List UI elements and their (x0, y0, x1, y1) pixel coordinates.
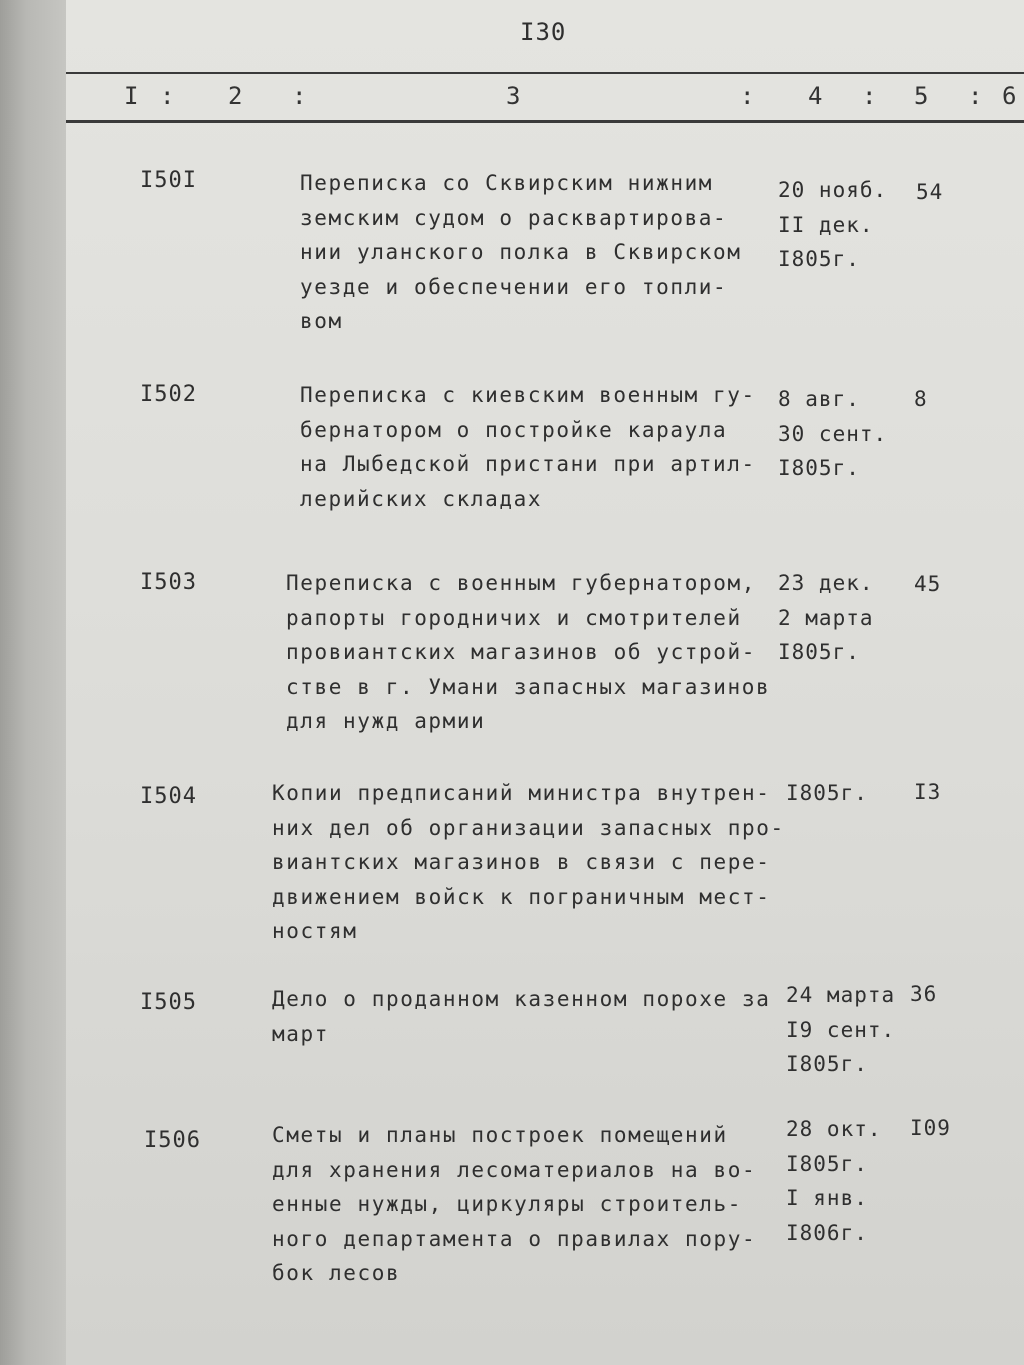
description-line: уезде и обеспечении его топли- (300, 274, 728, 299)
column-header-1: I (124, 82, 139, 110)
description-line: енные нужды, циркуляры строитель- (272, 1192, 743, 1216)
date-line: I805г. (778, 247, 860, 271)
description-line: бернатором о постройке караула (300, 417, 728, 442)
date-line: I805г. (786, 1151, 868, 1176)
description-line: земским судом о расквартирова- (300, 205, 728, 230)
description-line: ного департамента о правилах пору- (272, 1226, 757, 1251)
case-number: I504 (140, 784, 197, 809)
description-line: Дело о проданном казенном порохе за (272, 987, 771, 1011)
description-line: вом (300, 309, 343, 333)
column-header-5: 5 (914, 82, 929, 110)
date-line: 28 окт. (786, 1117, 882, 1141)
column-header-sep: : (292, 82, 307, 110)
header-bottom-rule (66, 120, 1024, 123)
case-number: I506 (144, 1128, 201, 1153)
case-number: I502 (140, 382, 197, 407)
date-line: 23 дек. (778, 571, 874, 595)
case-dates (786, 978, 895, 1082)
description-line: ностям (272, 919, 358, 943)
description-line: них дел об организации запасных про- (272, 815, 785, 840)
date-line: II дек. (778, 212, 874, 237)
column-header-sep: : (740, 82, 755, 110)
date-line: I805г. (786, 1052, 868, 1076)
date-line: I805г. (778, 456, 860, 480)
description-line: март (272, 1021, 329, 1046)
column-header-4: 4 (808, 82, 823, 110)
column-header-3: 3 (506, 82, 521, 110)
case-number: I503 (140, 570, 197, 595)
date-line: 8 авг. (778, 387, 860, 411)
sheet-count: 36 (910, 982, 938, 1006)
description-line: на Лыбедской пристани при артил- (300, 452, 756, 476)
description-line: Переписка с военным губернатором, (286, 571, 757, 595)
sheet-count: I09 (910, 1116, 951, 1140)
column-header-sep: : (160, 82, 175, 110)
header-top-rule (66, 72, 1024, 74)
description-line: для нужд армии (286, 709, 486, 733)
column-header-sep: : (862, 82, 877, 110)
description-line: для хранения лесоматериалов на во- (272, 1157, 757, 1182)
description-line: движением войск к пограничным мест- (272, 884, 771, 909)
case-dates (786, 1112, 882, 1250)
case-number: I505 (140, 990, 197, 1015)
date-line: 2 марта (778, 605, 874, 630)
date-line: I805г. (778, 640, 860, 664)
date-line: I9 сент. (786, 1017, 896, 1042)
date-line: 20 нояб. (778, 178, 888, 202)
description-line: бок лесов (272, 1261, 401, 1285)
description-line: провиантских магазинов об устрой- (286, 640, 757, 664)
case-dates (786, 776, 868, 811)
column-header-6: 6 (1002, 82, 1017, 110)
date-line: I805г. (786, 781, 868, 805)
sheet-count: 8 (914, 387, 928, 411)
case-description (272, 982, 771, 1051)
case-description (272, 1118, 756, 1291)
description-line: стве в г. Умани запасных магазинов (286, 674, 771, 699)
case-dates (778, 173, 887, 277)
case-number: I50I (140, 168, 197, 193)
column-header-2: 2 (228, 82, 243, 110)
case-dates (778, 382, 887, 486)
date-line: I янв. (786, 1186, 868, 1210)
case-description (300, 378, 756, 516)
column-header-sep: : (968, 82, 983, 110)
sheet-count: 45 (914, 572, 942, 596)
sheet-count: 54 (916, 180, 944, 204)
date-line: 24 марта (786, 983, 896, 1007)
sheet-count: I3 (914, 780, 942, 804)
description-line: нии уланского полка в Сквирском (300, 240, 742, 264)
description-line: Переписка с киевским военным гу- (300, 383, 756, 407)
case-description (286, 566, 770, 739)
page-number: I30 (520, 18, 567, 46)
case-description (300, 166, 742, 339)
page-binding-shadow (0, 0, 66, 1365)
description-line: рапорты городничих и смотрителей (286, 605, 742, 630)
date-line: I806г. (786, 1220, 868, 1245)
date-line: 30 сент. (778, 421, 888, 446)
case-dates (778, 566, 874, 670)
description-line: лерийских складах (300, 486, 543, 511)
description-line: Копии предписаний министра внутрен- (272, 781, 771, 805)
description-line: Сметы и планы построек помещений (272, 1123, 728, 1147)
description-line: Переписка со Сквирским нижним (300, 171, 714, 195)
case-description (272, 776, 785, 949)
description-line: виантских магазинов в связи с пере- (272, 850, 771, 874)
